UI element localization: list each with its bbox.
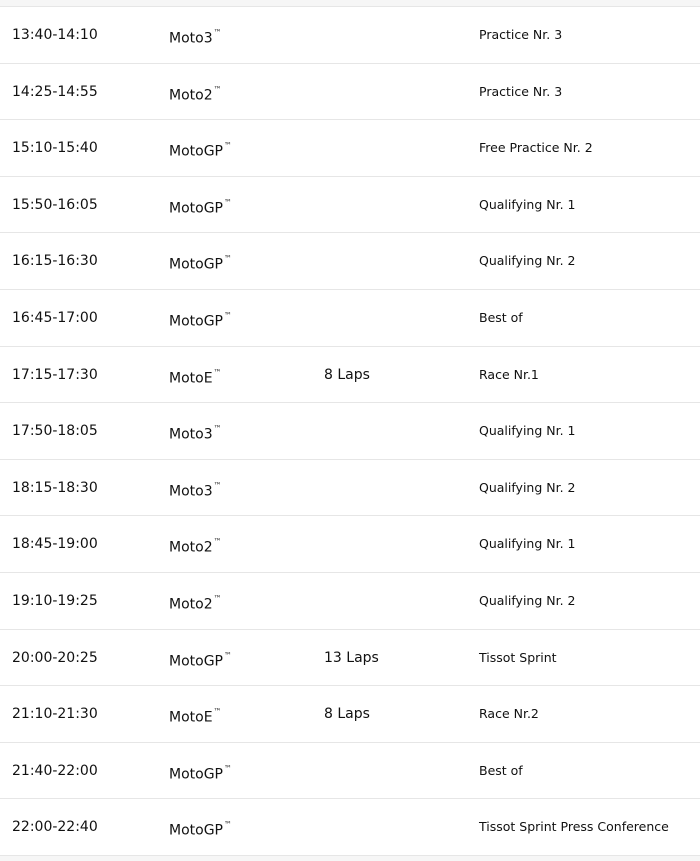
time-cell: 14:25-14:55 bbox=[12, 83, 98, 100]
table-row bbox=[0, 177, 700, 234]
class-cell bbox=[169, 743, 232, 803]
session-cell: Practice Nr. 3 bbox=[479, 27, 563, 42]
trademark-mark: ™ bbox=[213, 424, 222, 434]
time-cell: 20:00-20:25 bbox=[12, 649, 98, 666]
table-row bbox=[0, 120, 700, 177]
time-cell: 16:15-16:30 bbox=[12, 253, 98, 270]
time-cell: 16:45-17:00 bbox=[12, 309, 98, 326]
class-cell bbox=[169, 290, 232, 350]
table-row bbox=[0, 7, 700, 64]
session-cell: Tissot Sprint bbox=[479, 649, 557, 665]
session-cell: Tissot Sprint Press Conference bbox=[479, 819, 669, 835]
laps-cell: 8 Laps bbox=[324, 366, 370, 383]
trademark-mark: ™ bbox=[213, 593, 222, 603]
class-name: MotoGP bbox=[169, 313, 223, 330]
session-cell: Race Nr.1 bbox=[479, 366, 539, 382]
session-cell: Best of bbox=[479, 309, 523, 325]
class-name: MotoE bbox=[169, 709, 213, 726]
class-cell bbox=[169, 686, 222, 746]
session-cell: Qualifying Nr. 2 bbox=[479, 253, 576, 269]
time-cell: 21:40-22:00 bbox=[12, 762, 98, 779]
trademark-mark: ™ bbox=[224, 141, 232, 151]
session-cell: Qualifying Nr. 1 bbox=[479, 196, 576, 212]
session-cell: Qualifying Nr. 2 bbox=[479, 479, 576, 495]
laps-cell: 8 Laps bbox=[324, 706, 370, 723]
table-row bbox=[0, 460, 700, 517]
table-row bbox=[0, 403, 700, 460]
table-row bbox=[0, 573, 700, 630]
class-cell bbox=[169, 460, 222, 520]
class-name: MotoGP bbox=[169, 653, 223, 670]
table-row bbox=[0, 64, 700, 121]
class-name: Moto2 bbox=[169, 540, 213, 556]
trademark-mark: ™ bbox=[213, 537, 222, 547]
time-cell: 18:45-19:00 bbox=[12, 536, 98, 553]
trademark-mark: ™ bbox=[224, 254, 232, 264]
class-name: Moto3 bbox=[169, 426, 213, 443]
schedule-table bbox=[0, 7, 700, 856]
class-cell bbox=[169, 7, 222, 67]
time-cell: 15:50-16:05 bbox=[12, 196, 98, 213]
table-row bbox=[0, 347, 700, 404]
session-cell: Free Practice Nr. 2 bbox=[479, 140, 593, 156]
laps-cell: 13 Laps bbox=[324, 649, 379, 666]
class-cell bbox=[169, 403, 222, 463]
time-cell: 17:15-17:30 bbox=[12, 366, 98, 383]
trademark-mark: ™ bbox=[213, 480, 222, 490]
table-row bbox=[0, 630, 700, 687]
time-cell: 18:15-18:30 bbox=[12, 479, 98, 496]
class-name: MotoGP bbox=[169, 200, 223, 217]
trademark-mark: ™ bbox=[224, 650, 232, 660]
class-cell bbox=[169, 799, 232, 859]
class-name: MotoGP bbox=[169, 822, 223, 839]
session-cell: Practice Nr. 3 bbox=[479, 83, 563, 99]
class-cell bbox=[169, 64, 222, 124]
trademark-mark: ™ bbox=[213, 367, 222, 377]
class-name: Moto2 bbox=[169, 87, 213, 104]
table-row bbox=[0, 233, 700, 290]
trademark-mark: ™ bbox=[224, 820, 232, 830]
table-row bbox=[0, 743, 700, 800]
class-name: MotoGP bbox=[169, 143, 223, 160]
class-cell bbox=[169, 233, 232, 293]
time-cell: 22:00-22:40 bbox=[12, 819, 98, 836]
table-row bbox=[0, 516, 700, 573]
session-cell: Qualifying Nr. 1 bbox=[479, 423, 576, 439]
time-cell: 17:50-18:05 bbox=[12, 423, 98, 440]
next-row-edge bbox=[0, 856, 700, 861]
class-name: Moto3 bbox=[169, 483, 213, 500]
trademark-mark: ™ bbox=[213, 707, 222, 717]
trademark-mark: ™ bbox=[224, 197, 232, 207]
table-row bbox=[0, 799, 700, 856]
table-row bbox=[0, 290, 700, 347]
class-name: Moto3 bbox=[169, 30, 213, 47]
session-cell: Qualifying Nr. 2 bbox=[479, 592, 576, 608]
previous-row-edge bbox=[0, 0, 700, 7]
session-cell: Race Nr.2 bbox=[479, 706, 539, 722]
class-cell bbox=[169, 177, 232, 237]
class-cell bbox=[169, 630, 232, 690]
class-name: MotoGP bbox=[169, 257, 223, 274]
class-name: Moto2 bbox=[169, 596, 213, 613]
time-cell: 13:40-14:10 bbox=[12, 27, 98, 43]
class-cell bbox=[169, 516, 222, 576]
session-cell: Best of bbox=[479, 762, 523, 778]
session-cell: Qualifying Nr. 1 bbox=[479, 536, 576, 552]
table-row bbox=[0, 686, 700, 743]
trademark-mark: ™ bbox=[224, 310, 232, 320]
class-cell bbox=[169, 120, 232, 180]
class-cell bbox=[169, 573, 222, 633]
class-name: MotoE bbox=[169, 370, 213, 387]
time-cell: 15:10-15:40 bbox=[12, 140, 98, 157]
time-cell: 21:10-21:30 bbox=[12, 706, 98, 723]
trademark-mark: ™ bbox=[213, 84, 222, 94]
trademark-mark: ™ bbox=[224, 763, 232, 773]
trademark-mark: ™ bbox=[213, 28, 222, 37]
time-cell: 19:10-19:25 bbox=[12, 592, 98, 609]
class-cell bbox=[169, 347, 222, 407]
class-name: MotoGP bbox=[169, 766, 223, 783]
